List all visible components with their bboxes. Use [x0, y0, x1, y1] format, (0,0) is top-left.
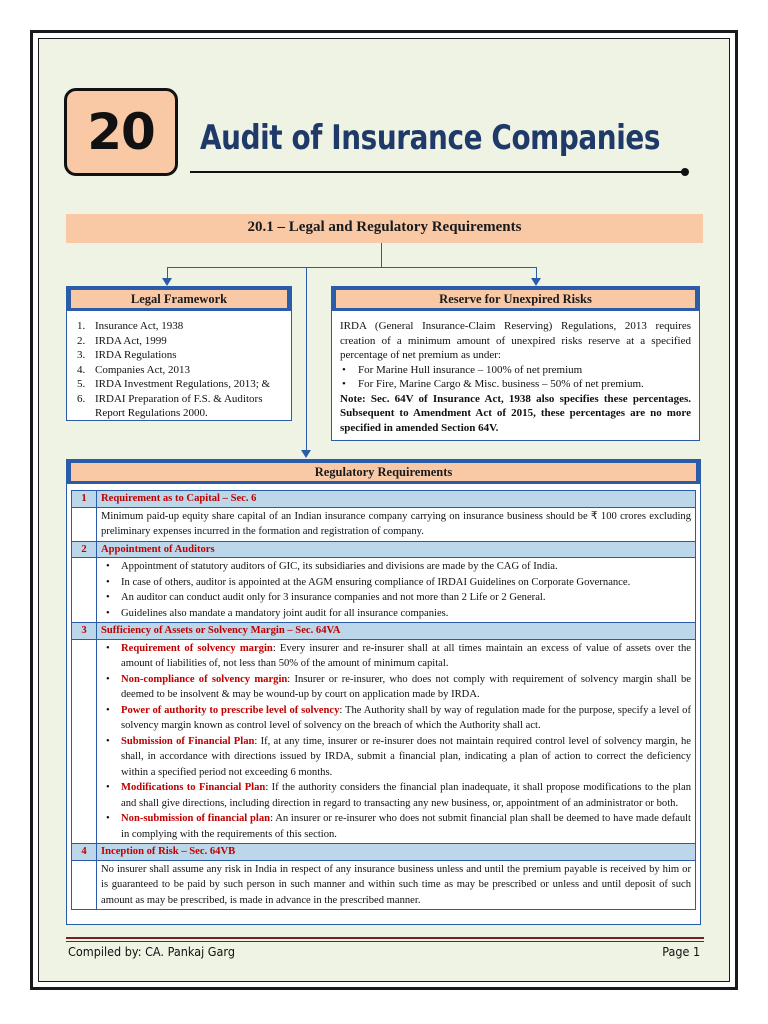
reserve-note: Note: Sec. 64V of Insurance Act, 1938 also specifies these percentages. Subsequent to Amendment Act of 2015, these percentages are no more specified in amended Section 64V. [340, 392, 691, 434]
legal-framework-panel [66, 286, 292, 421]
list-item: • Appointment of statutory auditors of GIC, its subsidiaries and divisions are made by the CAG of India. [101, 559, 691, 575]
footer-compiled-by: Compiled by: CA. Pankaj Garg [68, 944, 235, 959]
list-item: • An auditor can conduct audit only for 3 insurance companies and not more than 2 Life or 2 General. [101, 590, 691, 606]
reserve-body [340, 319, 691, 435]
table-row [72, 639, 696, 844]
table-row [72, 541, 696, 558]
chapter-number: 20 [87, 103, 155, 161]
list-item: 1. Insurance Act, 1938 [77, 320, 184, 332]
row-heading: Sufficiency of Assets or Solvency Margin – Sec. 64VA [97, 623, 696, 640]
footer-page-number: Page 1 [662, 944, 700, 959]
connector-center-drop [306, 267, 307, 451]
list-item: 2. IRDA Act, 1999 [77, 334, 167, 347]
connector-horizontal [167, 267, 537, 268]
table-row [72, 860, 696, 910]
list-item: 4. Companies Act, 2013 [77, 363, 191, 376]
reserve-title: Reserve for Unexpired Risks [336, 290, 695, 308]
regulatory-panel [66, 459, 701, 925]
row-body: No insurer shall assume any risk in India in respect of any insurance business unless and until the premium payable is received by him or is guaranteed to be paid by such person in such manner and within such time as may be prescribed or unless and until deposit of such amount as may be prescribed, is made in advance in the prescribed manner. [97, 860, 696, 910]
title-underline-dot [681, 168, 689, 176]
regulatory-title: Regulatory Requirements [71, 463, 696, 481]
table-row [72, 623, 696, 640]
row-number: 3 [72, 623, 97, 640]
list-item: • Power of authority to prescribe level of solvency: The Authority shall by way of regulation made for the purpose, specify a level of solvency margin known as control level of solvency on the breach of which the Authority shall act. [101, 703, 691, 734]
row-body [97, 639, 696, 844]
row-number: 2 [72, 541, 97, 558]
table-row [72, 507, 696, 541]
legal-framework-title: Legal Framework [71, 290, 287, 308]
regulatory-header [67, 460, 700, 484]
page-title: Audit of Insurance Companies [200, 118, 661, 158]
table-row [72, 844, 696, 861]
list-item: 6. IRDAI Preparation of F.S. & Auditors Report Regulations 2000. [77, 392, 263, 419]
list-item: 3. IRDA Regulations [77, 349, 177, 361]
legal-framework-list [77, 319, 285, 421]
arrow-down-icon [301, 450, 311, 458]
title-underline [190, 171, 684, 173]
reserve-panel [331, 286, 700, 441]
list-item: • Non-compliance of solvency margin: Insurer or re-insurer, who does not comply with requirement of solvency margin shall be deemed to be insolvent & may be wound-up by court on application made by IRDA. [101, 672, 691, 703]
footer-rule [66, 937, 704, 939]
regulatory-table [71, 490, 696, 910]
list-item: • Non-submission of financial plan: An insurer or re-insurer who does not submit financial plan shall be deemed to have made default in complying with the requirements of this section. [101, 811, 691, 842]
list-item: • For Fire, Marine Cargo & Misc. business – 50% of net premium. [340, 377, 691, 392]
arrow-down-icon [531, 278, 541, 286]
row-heading: Requirement as to Capital – Sec. 6 [97, 491, 696, 508]
reserve-bullets [340, 363, 691, 392]
list-item: • Requirement of solvency margin: Every insurer and re-insurer shall at all times maintain an excess of value of assets over the amount of liabilities of, not less than 50% of the amount of minimum capital. [101, 641, 691, 672]
chapter-number-box [64, 88, 178, 176]
row-body [97, 558, 696, 623]
row-heading: Appointment of Auditors [97, 541, 696, 558]
list-item: • Guidelines also mandate a mandatory joint audit for all insurance companies. [101, 606, 691, 622]
row-heading: Inception of Risk – Sec. 64VB [97, 844, 696, 861]
reserve-intro: IRDA (General Insurance-Claim Reserving) Regulations, 2013 requires creation of a minimum amount of unexpired risks reserve at a specified percentage of net premium as under: [340, 320, 691, 361]
row-number: 1 [72, 491, 97, 508]
list-item: • For Marine Hull insurance – 100% of net premium [340, 363, 691, 378]
reserve-header [332, 287, 699, 311]
footer-rule [66, 941, 704, 942]
connector-stem [381, 243, 382, 267]
list-item: 5. IRDA Investment Regulations, 2013; & [77, 378, 271, 390]
row-body: Minimum paid-up equity share capital of an Indian insurance company carrying on insurance business should be ₹ 100 crores excluding preliminary expenses incurred in the formation and registration of company. [97, 507, 696, 541]
list-item: • In case of others, auditor is appointed at the AGM ensuring compliance of IRDAI Guidelines on Corporate Governance. [101, 575, 691, 591]
list-item: • Submission of Financial Plan: If, at any time, insurer or re-insurer does not maintain required control level of solvency margin, he shall, in accordance with directions issued by IRDA, submit a financial plan, indicating a plan of action to correct the deficiency within a specified period not exceeding 6 months. [101, 734, 691, 781]
table-row [72, 558, 696, 623]
section-heading: 20.1 – Legal and Regulatory Requirements [66, 214, 703, 243]
arrow-down-icon [162, 278, 172, 286]
row-number: 4 [72, 844, 97, 861]
list-item: • Modifications to Financial Plan: If the authority considers the financial plan inadequate, it shall propose modifications to the plan and shall give directions, including direction in regard to transacting any new business, or, appointment of an administrator or both. [101, 780, 691, 811]
table-row [72, 491, 696, 508]
legal-framework-header [67, 287, 291, 311]
